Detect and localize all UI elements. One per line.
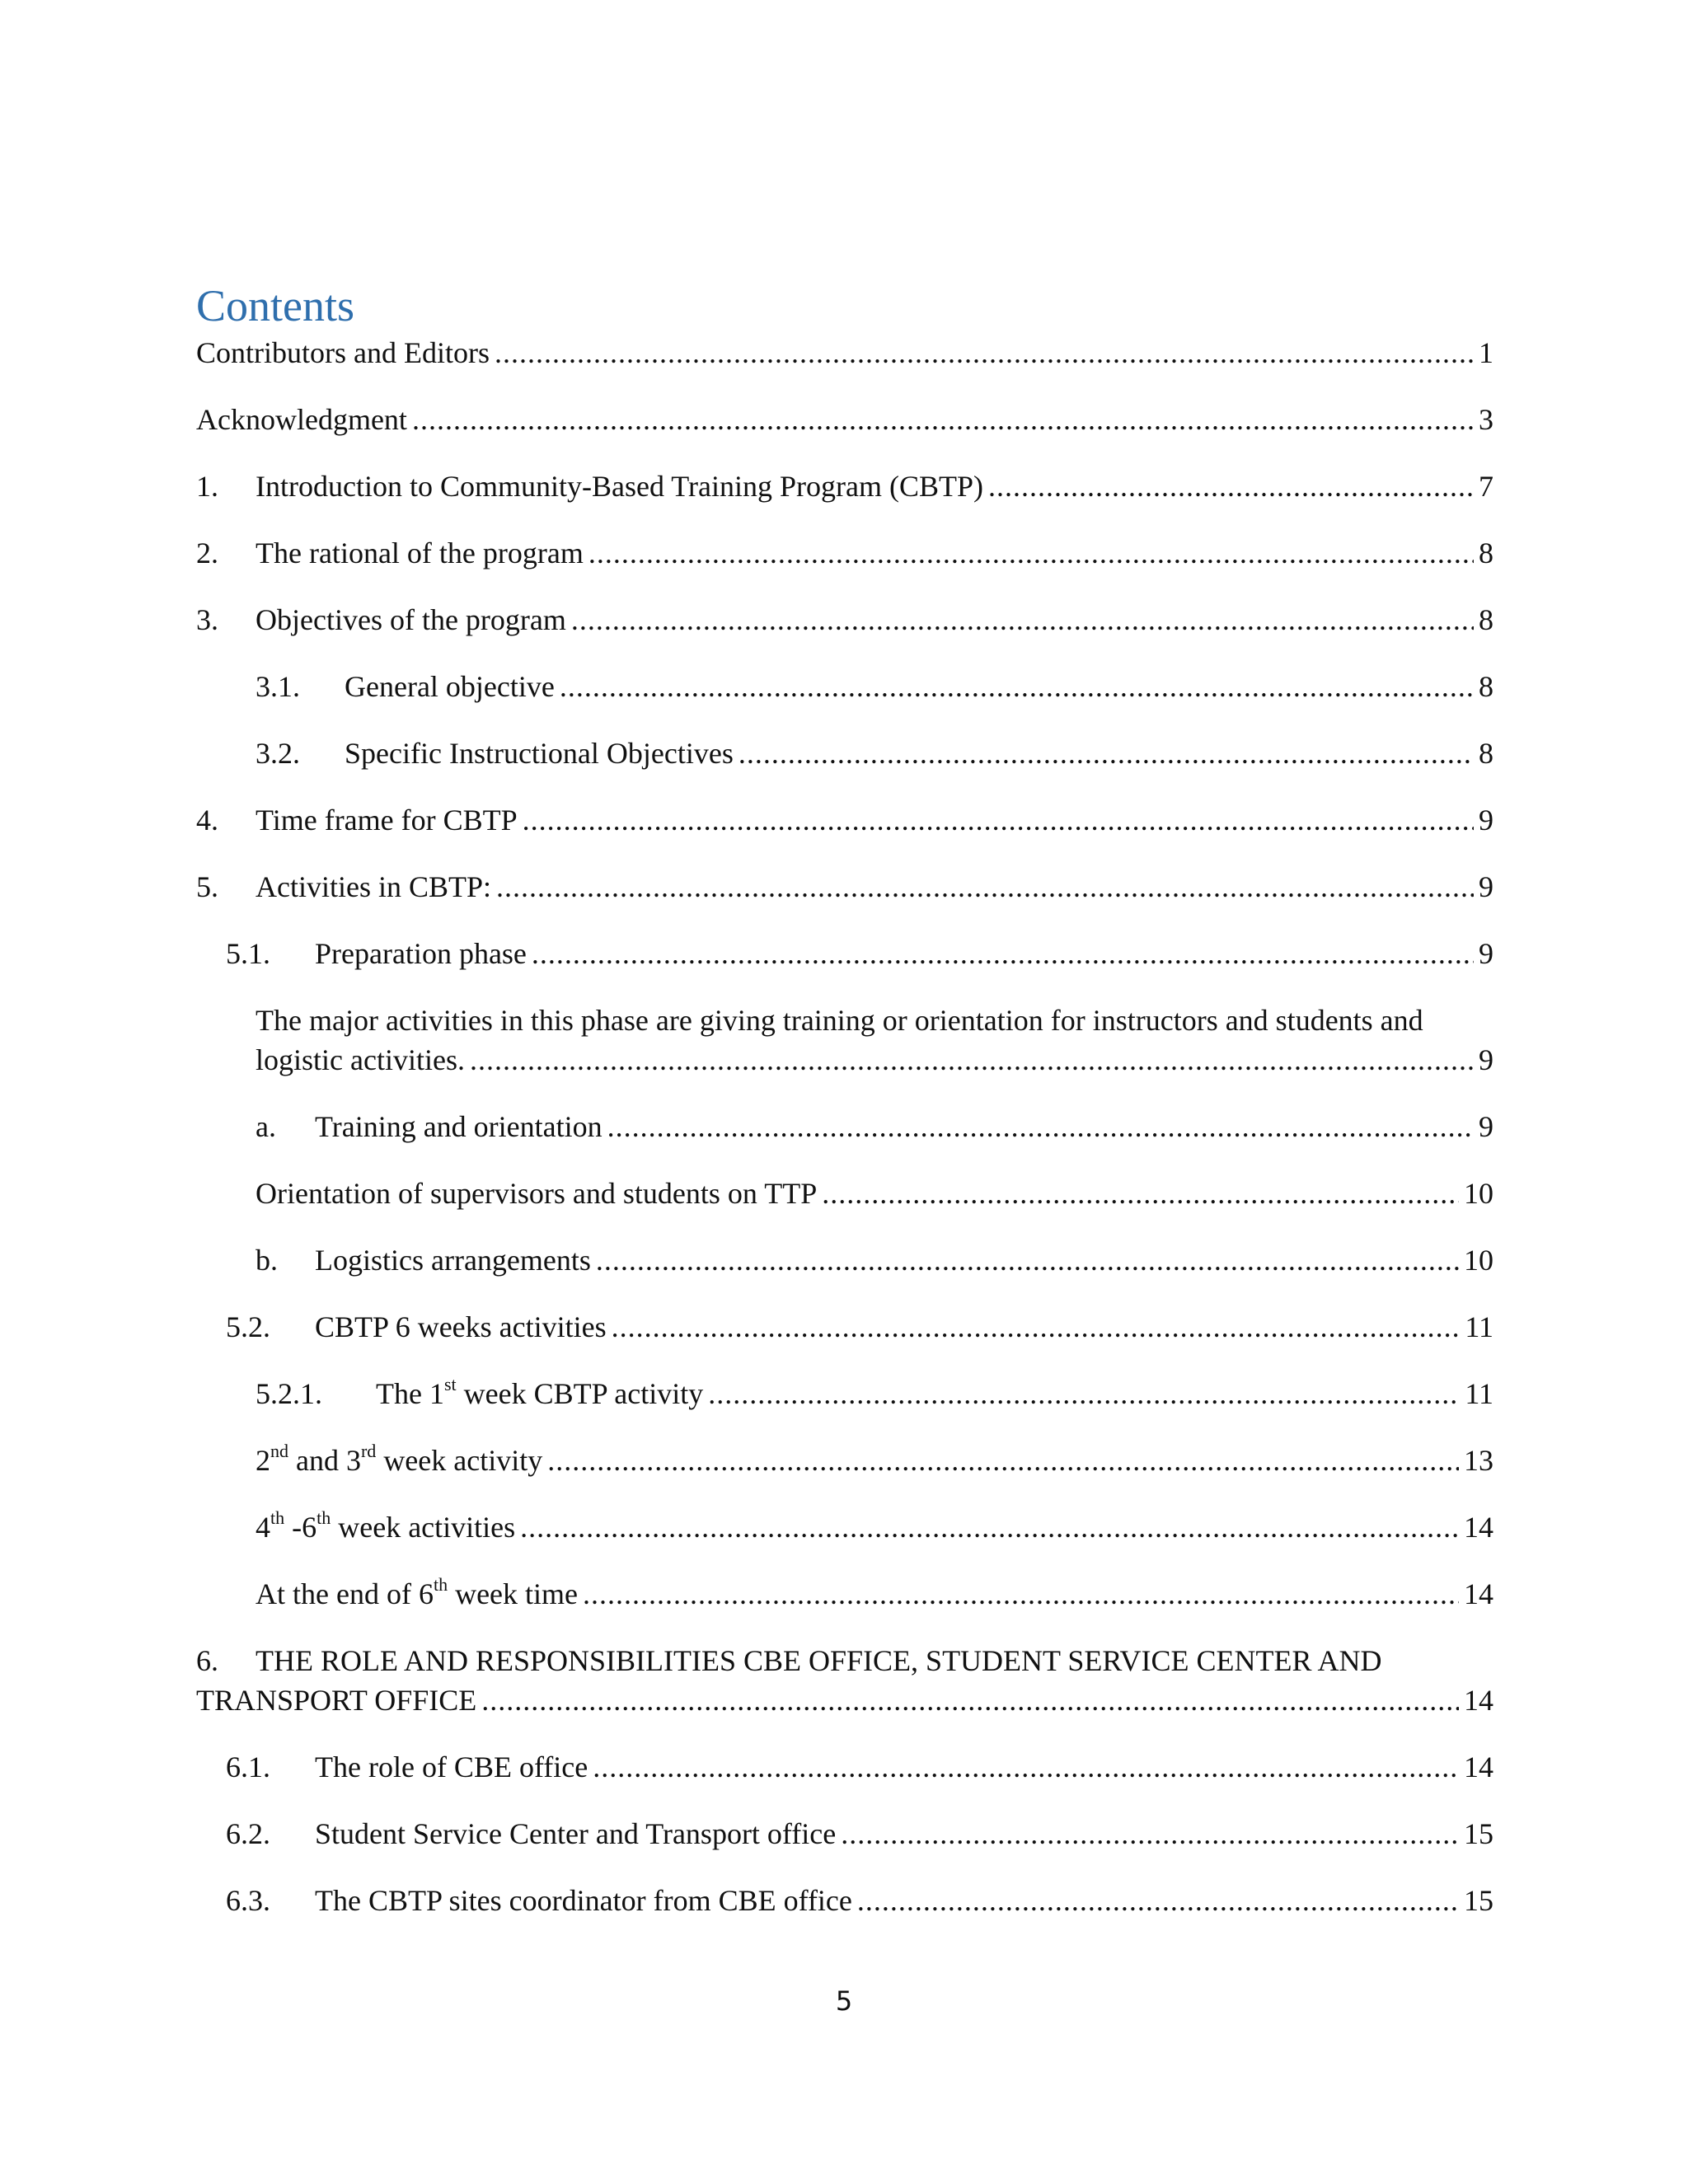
toc-entry-title: Specific Instructional Objectives	[345, 737, 734, 770]
toc-entry-rational[interactable]	[196, 533, 1493, 573]
toc-entry-page: 9	[1479, 1110, 1493, 1143]
toc-entry-general-objective[interactable]	[256, 667, 1493, 706]
dot-leader	[708, 1374, 1460, 1413]
dot-leader	[571, 600, 1474, 640]
toc-entry-number: 6.2.	[226, 1817, 270, 1850]
toc-entry-title: TRANSPORT OFFICE	[196, 1684, 477, 1717]
toc-entry-page: 3	[1479, 403, 1493, 436]
dot-leader	[607, 1107, 1474, 1146]
toc-entry-title: The rational of the program	[256, 537, 584, 569]
toc-entry-preparation-phase[interactable]	[226, 934, 1493, 973]
toc-entry-title: 2nd and 3rd week activity	[256, 1441, 543, 1477]
toc-entry-title: Logistics arrangements	[315, 1244, 591, 1277]
toc-entry-page: 11	[1465, 1310, 1493, 1343]
toc-entry-number: 5.1.	[226, 937, 270, 970]
toc-entry-introduction[interactable]	[196, 466, 1493, 506]
toc-entry-number: 4.	[196, 804, 218, 837]
toc-entry-page: 9	[1479, 1043, 1493, 1076]
toc-entry-page: 10	[1464, 1177, 1493, 1210]
toc-entry-title: Orientation of supervisors and students on TTP	[256, 1177, 818, 1210]
toc-entry-title: Introduction to Community-Based Training Program (CBTP)	[256, 470, 983, 503]
toc-entry-title: Objectives of the program	[256, 603, 566, 636]
dot-leader	[470, 1040, 1474, 1080]
toc-entry-sites-coordinator[interactable]	[226, 1881, 1493, 1920]
toc-entry-role-cbe-office[interactable]	[226, 1747, 1493, 1787]
toc-entry-second-third-week[interactable]	[256, 1441, 1493, 1480]
toc-entry-title: Activities in CBTP:	[256, 870, 492, 903]
toc-entry-page: 8	[1479, 603, 1493, 636]
toc-entry-activities[interactable]	[196, 867, 1493, 907]
toc-entry-title: The CBTP sites coordinator from CBE office	[315, 1884, 852, 1917]
toc-entry-title: Preparation phase	[315, 937, 527, 970]
toc-entry-page: 9	[1479, 804, 1493, 837]
toc-entry-specific-objectives[interactable]	[256, 733, 1493, 773]
toc-entry-fourth-sixth-week[interactable]	[256, 1507, 1493, 1547]
toc-entry-number: 5.2.	[226, 1310, 270, 1343]
dot-leader	[412, 400, 1474, 439]
dot-leader	[583, 1574, 1459, 1614]
toc-entry-title-line1: The major activities in this phase are giving training or orientation for instructors and students and	[256, 1004, 1423, 1037]
toc-entry-acknowledgment[interactable]	[196, 400, 1493, 439]
toc-entry-end-sixth-week[interactable]	[256, 1574, 1493, 1614]
toc-entry-first-week[interactable]	[256, 1374, 1493, 1413]
toc-entry-number: 2.	[196, 537, 218, 569]
dot-leader	[857, 1881, 1459, 1920]
toc-entry-number: a.	[256, 1110, 276, 1143]
toc-entry-roles-responsibilities[interactable]	[196, 1641, 1493, 1720]
toc-entry-orientation-supervisors[interactable]	[256, 1174, 1493, 1213]
toc-entry-page: 8	[1479, 670, 1493, 703]
toc-entry-page: 11	[1465, 1377, 1493, 1410]
toc-entry-six-weeks[interactable]	[226, 1307, 1493, 1347]
toc-entry-page: 13	[1464, 1444, 1493, 1477]
toc-entry-title: Contributors and Editors	[196, 336, 490, 369]
dot-leader	[822, 1174, 1459, 1213]
dot-leader	[532, 934, 1474, 973]
dot-leader	[560, 667, 1474, 706]
toc-entry-page: 8	[1479, 737, 1493, 770]
toc-entry-number: 1.	[196, 470, 218, 503]
dot-leader	[841, 1814, 1459, 1854]
toc-entry-title: Student Service Center and Transport office	[315, 1817, 837, 1850]
toc-entry-page: 14	[1464, 1577, 1493, 1610]
toc-entry-page: 9	[1479, 937, 1493, 970]
toc-entry-title: Training and orientation	[315, 1110, 603, 1143]
dot-leader	[523, 800, 1474, 840]
toc-entry-time-frame[interactable]	[196, 800, 1493, 840]
toc-entry-training-orientation[interactable]	[256, 1107, 1493, 1146]
dot-leader	[481, 1680, 1459, 1720]
toc-entry-page: 14	[1464, 1511, 1493, 1544]
toc-entry-page: 14	[1464, 1684, 1493, 1717]
toc-entry-contributors[interactable]	[196, 333, 1493, 373]
toc-entry-number: b.	[256, 1244, 278, 1277]
toc-entry-number: 6.3.	[226, 1884, 270, 1917]
dot-leader	[520, 1507, 1459, 1547]
toc-entry-number: 6.1.	[226, 1750, 270, 1783]
dot-leader	[593, 1747, 1459, 1787]
dot-leader	[496, 867, 1474, 907]
toc-entry-page: 7	[1479, 470, 1493, 503]
toc-entry-number: 3.2.	[256, 737, 300, 770]
dot-leader	[588, 533, 1474, 573]
toc-entry-logistics[interactable]	[256, 1240, 1493, 1280]
toc-entry-title: At the end of 6th week time	[256, 1574, 579, 1610]
dot-leader	[988, 466, 1474, 506]
toc-entry-number: 3.1.	[256, 670, 300, 703]
toc-entry-number: 3.	[196, 603, 218, 636]
toc-entry-page: 10	[1464, 1244, 1493, 1277]
toc-entry-student-service-center[interactable]	[226, 1814, 1493, 1854]
page-number: 5	[835, 1985, 853, 2017]
dot-leader	[612, 1307, 1461, 1347]
toc-entry-page: 15	[1464, 1884, 1493, 1917]
toc-entry-number: 6.	[196, 1644, 218, 1677]
toc-entry-title-line1: THE ROLE AND RESPONSIBILITIES CBE OFFICE, STUDENT SERVICE CENTER AND	[256, 1644, 1382, 1677]
toc-entry-title: logistic activities.	[256, 1043, 465, 1076]
toc-entry-page: 15	[1464, 1817, 1493, 1850]
dot-leader	[547, 1441, 1459, 1480]
toc-entry-page: 8	[1479, 537, 1493, 569]
toc-entry-title: Acknowledgment	[196, 403, 407, 436]
toc-entry-title: 4th -6th week activities	[256, 1507, 516, 1544]
dot-leader	[738, 733, 1474, 773]
toc-entry-major-activities[interactable]	[256, 1001, 1493, 1080]
toc-entry-title: CBTP 6 weeks activities	[315, 1310, 607, 1343]
dot-leader	[596, 1240, 1459, 1280]
toc-entry-title: The role of CBE office	[315, 1750, 588, 1783]
toc-entry-number: 5.	[196, 870, 218, 903]
toc-entry-page: 14	[1464, 1750, 1493, 1783]
toc-entry-objectives[interactable]	[196, 600, 1493, 640]
toc-entry-title: General objective	[345, 670, 555, 703]
toc-entry-title: The 1st week CBTP activity	[376, 1374, 704, 1410]
toc-entry-title: Time frame for CBTP	[256, 804, 518, 837]
toc-entry-page: 1	[1479, 336, 1493, 369]
toc-entry-number: 5.2.1.	[256, 1377, 322, 1410]
toc-entry-page: 9	[1479, 870, 1493, 903]
dot-leader	[495, 333, 1474, 373]
toc-heading: Contents	[196, 281, 355, 330]
